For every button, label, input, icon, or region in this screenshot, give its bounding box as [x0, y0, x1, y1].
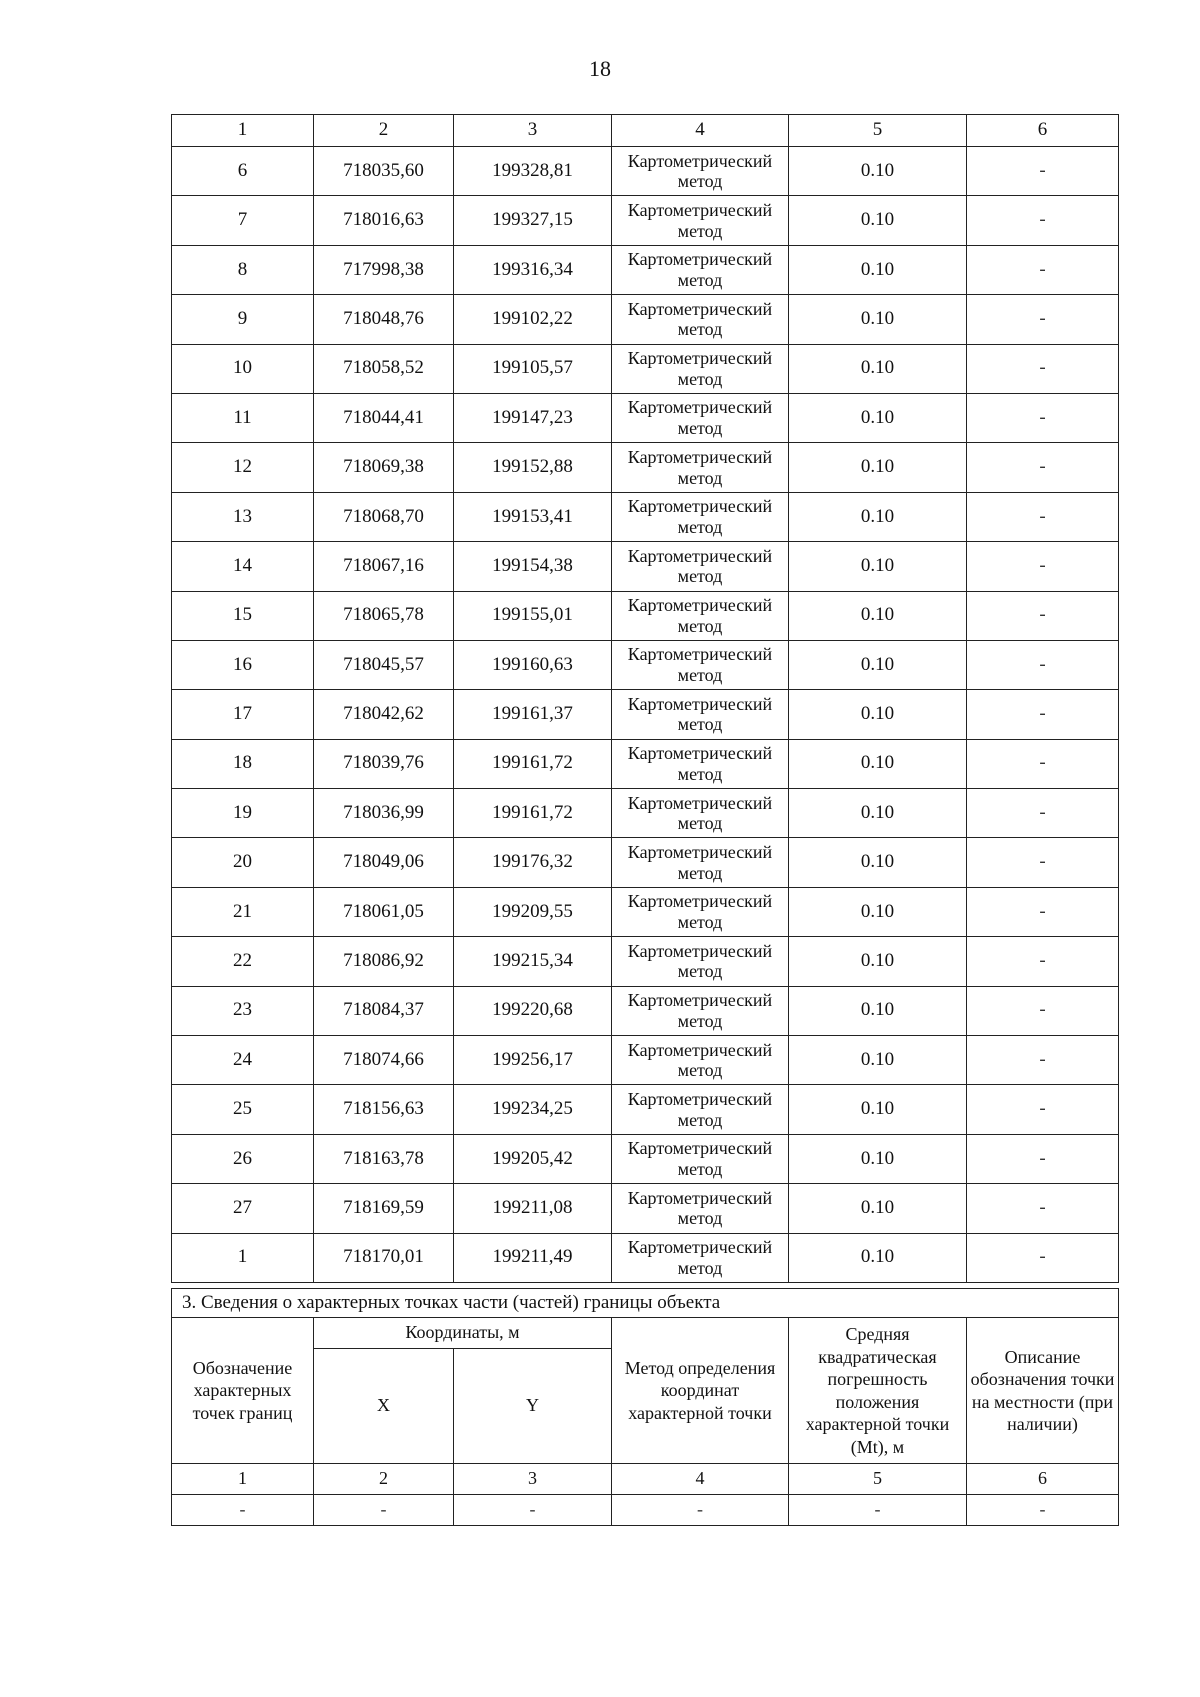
column-number: 6 [967, 1464, 1119, 1495]
y-coordinate-cell: 199256,17 [454, 1036, 612, 1085]
method-cell [612, 1233, 789, 1282]
description-cell: - [967, 492, 1119, 541]
description-cell: - [967, 640, 1119, 689]
error-cell: 0.10 [789, 344, 967, 393]
y-coordinate-cell: 199152,88 [454, 443, 612, 492]
method-text: Картометрический [627, 545, 773, 566]
method-text: метод [677, 862, 723, 883]
method-text: Картометрический [627, 496, 773, 517]
table-row [172, 295, 1119, 344]
y-coordinate-cell: 199153,41 [454, 492, 612, 541]
error-cell: 0.10 [789, 640, 967, 689]
table-row [172, 789, 1119, 838]
description-cell: - [967, 1036, 1119, 1085]
method-cell [612, 196, 789, 245]
error-cell: 0.10 [789, 1184, 967, 1233]
method-cell [612, 492, 789, 541]
x-coordinate-cell: 718049,06 [314, 838, 454, 887]
y-coordinate-cell: 199105,57 [454, 344, 612, 393]
method-text: Картометрический [627, 249, 773, 270]
method-cell [612, 1134, 789, 1183]
method-cell [612, 147, 789, 196]
x-coordinate-cell: 718169,59 [314, 1184, 454, 1233]
point-cell: 8 [172, 245, 314, 294]
point-cell: 7 [172, 196, 314, 245]
y-coordinate-cell: 199316,34 [454, 245, 612, 294]
method-text: метод [677, 961, 723, 982]
table-row [172, 443, 1119, 492]
error-cell: 0.10 [789, 887, 967, 936]
error-cell: 0.10 [789, 1134, 967, 1183]
method-cell [612, 690, 789, 739]
x-coordinate-cell: 718065,78 [314, 591, 454, 640]
x-coordinate-cell: 718163,78 [314, 1134, 454, 1183]
table-row [172, 1134, 1119, 1183]
method-text: Картометрический [627, 1187, 773, 1208]
method-text: Картометрический [627, 990, 773, 1011]
method-text: метод [677, 418, 723, 439]
y-coordinate-cell: 199328,81 [454, 147, 612, 196]
x-coordinate-cell: 718035,60 [314, 147, 454, 196]
method-text: метод [677, 912, 723, 933]
table-row [172, 690, 1119, 739]
x-coordinate-cell: 718156,63 [314, 1085, 454, 1134]
error-cell: 0.10 [789, 245, 967, 294]
method-text: метод [677, 763, 723, 784]
method-cell [612, 245, 789, 294]
table-row [172, 1233, 1119, 1282]
error-cell: 0.10 [789, 1233, 967, 1282]
header-error: Средняя квадратическая погрешность положения характерной точки (Mt), м [789, 1318, 967, 1464]
description-cell: - [967, 344, 1119, 393]
error-cell: 0.10 [789, 1085, 967, 1134]
y-coordinate-cell: 199155,01 [454, 591, 612, 640]
error-cell: 0.10 [789, 542, 967, 591]
x-coordinate-cell: 718061,05 [314, 887, 454, 936]
column-number: 1 [172, 115, 314, 147]
method-text: метод [677, 1208, 723, 1229]
page-number: 18 [589, 56, 611, 81]
method-cell [612, 1085, 789, 1134]
point-cell: 25 [172, 1085, 314, 1134]
x-coordinate-cell: 718036,99 [314, 789, 454, 838]
empty-cell: - [454, 1495, 612, 1526]
table-row [172, 591, 1119, 640]
y-coordinate-cell: 199327,15 [454, 196, 612, 245]
description-cell: - [967, 986, 1119, 1035]
y-coordinate-cell: 199215,34 [454, 937, 612, 986]
table-row [172, 393, 1119, 442]
description-cell: - [967, 196, 1119, 245]
method-cell [612, 937, 789, 986]
point-cell: 12 [172, 443, 314, 492]
method-cell [612, 591, 789, 640]
method-cell [612, 838, 789, 887]
table-row [172, 542, 1119, 591]
point-cell: 24 [172, 1036, 314, 1085]
method-cell [612, 295, 789, 344]
point-cell: 16 [172, 640, 314, 689]
table-row [172, 640, 1119, 689]
method-text: метод [677, 319, 723, 340]
point-cell: 26 [172, 1134, 314, 1183]
method-text: Картометрический [627, 841, 773, 862]
x-coordinate-cell: 718086,92 [314, 937, 454, 986]
description-cell: - [967, 542, 1119, 591]
method-text: метод [677, 1010, 723, 1031]
description-cell: - [967, 295, 1119, 344]
y-coordinate-cell: 199161,72 [454, 739, 612, 788]
y-coordinate-cell: 199161,72 [454, 789, 612, 838]
empty-cell: - [172, 1495, 314, 1526]
method-text: метод [677, 171, 723, 192]
x-coordinate-cell: 718045,57 [314, 640, 454, 689]
description-cell: - [967, 789, 1119, 838]
x-coordinate-cell: 718067,16 [314, 542, 454, 591]
description-cell: - [967, 887, 1119, 936]
empty-cell: - [967, 1495, 1119, 1526]
method-cell [612, 739, 789, 788]
header-x: X [314, 1349, 454, 1464]
method-text: метод [677, 813, 723, 834]
y-coordinate-cell: 199209,55 [454, 887, 612, 936]
error-cell: 0.10 [789, 295, 967, 344]
column-number: 6 [967, 115, 1119, 147]
coordinates-table [171, 114, 1119, 1283]
method-text: метод [677, 467, 723, 488]
empty-cell: - [789, 1495, 967, 1526]
description-cell: - [967, 1233, 1119, 1282]
method-cell [612, 887, 789, 936]
method-cell [612, 344, 789, 393]
method-text: Картометрический [627, 446, 773, 467]
method-text: Картометрический [627, 1039, 773, 1060]
y-coordinate-cell: 199211,08 [454, 1184, 612, 1233]
method-cell [612, 393, 789, 442]
method-text: Картометрический [627, 348, 773, 369]
method-text: метод [677, 368, 723, 389]
error-cell: 0.10 [789, 789, 967, 838]
x-coordinate-cell: 718074,66 [314, 1036, 454, 1085]
point-cell: 14 [172, 542, 314, 591]
error-cell: 0.10 [789, 838, 967, 887]
y-coordinate-cell: 199176,32 [454, 838, 612, 887]
header-coordinates: Координаты, м [314, 1318, 612, 1349]
column-number: 5 [789, 1464, 967, 1495]
point-cell: 1 [172, 1233, 314, 1282]
y-coordinate-cell: 199234,25 [454, 1085, 612, 1134]
method-text: Картометрический [627, 1237, 773, 1258]
method-cell [612, 1036, 789, 1085]
table-row [172, 245, 1119, 294]
header-method: Метод определения координат характерной точки [612, 1318, 789, 1464]
error-cell: 0.10 [789, 937, 967, 986]
table-row [172, 1184, 1119, 1233]
y-coordinate-cell: 199154,38 [454, 542, 612, 591]
method-cell [612, 1184, 789, 1233]
point-cell: 18 [172, 739, 314, 788]
header-description: Описание обозначения точки на местности (при наличии) [967, 1318, 1119, 1464]
column-number: 4 [612, 115, 789, 147]
table-row [172, 492, 1119, 541]
column-number: 2 [314, 1464, 454, 1495]
description-cell: - [967, 937, 1119, 986]
method-text: Картометрический [627, 1138, 773, 1159]
description-cell: - [967, 591, 1119, 640]
description-cell: - [967, 690, 1119, 739]
x-coordinate-cell: 718170,01 [314, 1233, 454, 1282]
point-cell: 17 [172, 690, 314, 739]
point-cell: 9 [172, 295, 314, 344]
table-row [172, 838, 1119, 887]
header-designation: Обозначение характерных точек границ [172, 1318, 314, 1464]
x-coordinate-cell: 718039,76 [314, 739, 454, 788]
x-coordinate-cell: 717998,38 [314, 245, 454, 294]
y-coordinate-cell: 199220,68 [454, 986, 612, 1035]
point-cell: 21 [172, 887, 314, 936]
method-text: Картометрический [627, 298, 773, 319]
x-coordinate-cell: 718068,70 [314, 492, 454, 541]
method-text: Картометрический [627, 1088, 773, 1109]
method-cell [612, 789, 789, 838]
method-cell [612, 542, 789, 591]
column-number-row [172, 115, 1119, 147]
column-number: 2 [314, 115, 454, 147]
method-text: Картометрический [627, 397, 773, 418]
y-coordinate-cell: 199211,49 [454, 1233, 612, 1282]
method-text: метод [677, 665, 723, 686]
method-text: метод [677, 566, 723, 587]
method-text: Картометрический [627, 199, 773, 220]
table-row [172, 1085, 1119, 1134]
method-text: Картометрический [627, 792, 773, 813]
method-cell [612, 640, 789, 689]
y-coordinate-cell: 199161,37 [454, 690, 612, 739]
error-cell: 0.10 [789, 591, 967, 640]
column-number: 3 [454, 115, 612, 147]
x-coordinate-cell: 718044,41 [314, 393, 454, 442]
table-row [172, 1036, 1119, 1085]
point-cell: 20 [172, 838, 314, 887]
point-cell: 23 [172, 986, 314, 1035]
y-coordinate-cell: 199205,42 [454, 1134, 612, 1183]
empty-cell: - [612, 1495, 789, 1526]
error-cell: 0.10 [789, 739, 967, 788]
empty-cell: - [314, 1495, 454, 1526]
section3-table [171, 1288, 1119, 1526]
method-text: Картометрический [627, 644, 773, 665]
method-text: метод [677, 516, 723, 537]
method-text: Картометрический [627, 891, 773, 912]
method-text: Картометрический [627, 743, 773, 764]
error-cell: 0.10 [789, 393, 967, 442]
description-cell: - [967, 245, 1119, 294]
description-cell: - [967, 1085, 1119, 1134]
table-row [172, 887, 1119, 936]
point-cell: 10 [172, 344, 314, 393]
point-cell: 6 [172, 147, 314, 196]
y-coordinate-cell: 199147,23 [454, 393, 612, 442]
section3-title: 3. Сведения о характерных точках части (частей) границы объекта [172, 1289, 1119, 1318]
point-cell: 22 [172, 937, 314, 986]
method-text: метод [677, 1060, 723, 1081]
x-coordinate-cell: 718016,63 [314, 196, 454, 245]
error-cell: 0.10 [789, 196, 967, 245]
method-text: Картометрический [627, 940, 773, 961]
table-row [172, 937, 1119, 986]
description-cell: - [967, 838, 1119, 887]
method-text: Картометрический [627, 693, 773, 714]
method-cell [612, 986, 789, 1035]
table-row [172, 739, 1119, 788]
x-coordinate-cell: 718042,62 [314, 690, 454, 739]
description-cell: - [967, 1134, 1119, 1183]
description-cell: - [967, 393, 1119, 442]
table-row [172, 344, 1119, 393]
x-coordinate-cell: 718058,52 [314, 344, 454, 393]
column-number: 3 [454, 1464, 612, 1495]
point-cell: 19 [172, 789, 314, 838]
method-cell [612, 443, 789, 492]
error-cell: 0.10 [789, 492, 967, 541]
x-coordinate-cell: 718048,76 [314, 295, 454, 344]
description-cell: - [967, 739, 1119, 788]
error-cell: 0.10 [789, 443, 967, 492]
description-cell: - [967, 1184, 1119, 1233]
x-coordinate-cell: 718084,37 [314, 986, 454, 1035]
point-cell: 13 [172, 492, 314, 541]
method-text: метод [677, 1109, 723, 1130]
method-text: метод [677, 1159, 723, 1179]
y-coordinate-cell: 199102,22 [454, 295, 612, 344]
method-text: метод [677, 1257, 723, 1278]
point-cell: 11 [172, 393, 314, 442]
error-cell: 0.10 [789, 986, 967, 1035]
method-text: Картометрический [627, 595, 773, 616]
error-cell: 0.10 [789, 690, 967, 739]
error-cell: 0.10 [789, 1036, 967, 1085]
column-number: 5 [789, 115, 967, 147]
x-coordinate-cell: 718069,38 [314, 443, 454, 492]
method-text: метод [677, 269, 723, 290]
column-number: 1 [172, 1464, 314, 1495]
section3-empty-row [172, 1495, 1119, 1526]
point-cell: 27 [172, 1184, 314, 1233]
table-row [172, 147, 1119, 196]
y-coordinate-cell: 199160,63 [454, 640, 612, 689]
method-text: метод [677, 615, 723, 636]
table-row [172, 196, 1119, 245]
method-text: метод [677, 714, 723, 735]
column-number: 4 [612, 1464, 789, 1495]
error-cell: 0.10 [789, 147, 967, 196]
header-y: Y [454, 1349, 612, 1464]
table-row [172, 986, 1119, 1035]
description-cell: - [967, 147, 1119, 196]
method-text: метод [677, 220, 723, 241]
point-cell: 15 [172, 591, 314, 640]
description-cell: - [967, 443, 1119, 492]
section3-column-number-row [172, 1464, 1119, 1495]
method-text: Картометрический [627, 150, 773, 171]
